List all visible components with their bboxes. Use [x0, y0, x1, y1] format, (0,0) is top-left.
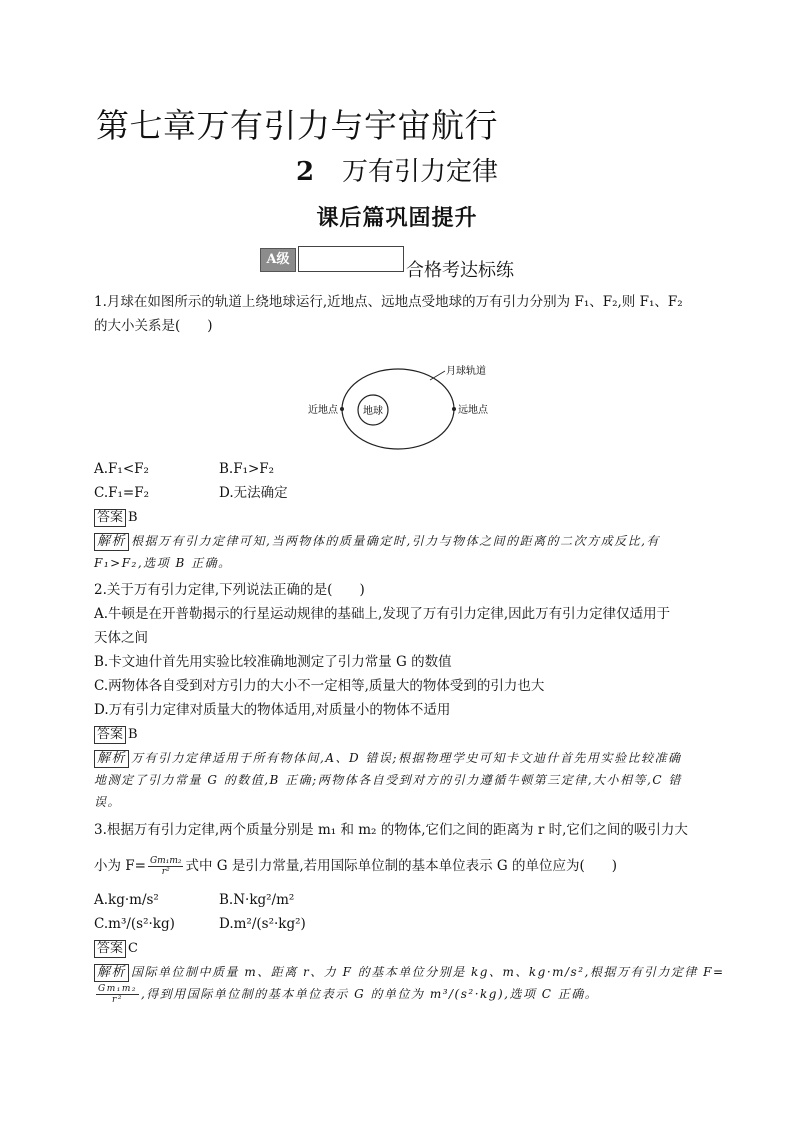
- q1-option-a: A.F₁<F₂: [94, 461, 149, 477]
- answer-tag: 答案: [94, 509, 126, 527]
- section-number: 2: [295, 157, 315, 187]
- q1-stem-line2: 的大小关系是( ): [94, 318, 213, 334]
- q2-answer-value: B: [128, 727, 138, 742]
- q2-answer: [94, 722, 696, 747]
- q1-option-b: B.F₁>F₂: [219, 461, 275, 477]
- level-badge: A级: [260, 248, 296, 272]
- level-blank-box: [298, 246, 404, 272]
- gravity-formula-fraction: $\frac{\text{Gm₁m₂}}{\text{r²}}$: [149, 856, 182, 877]
- gravity-formula-fraction: $\frac{\text{Gm₁m₂}}{\text{r²}}$: [98, 984, 137, 1005]
- earth-label: 地球: [363, 406, 383, 417]
- perigee-dot: [340, 407, 344, 411]
- orbit-label-leader: [430, 371, 445, 380]
- explanation-tag: 解析: [94, 750, 129, 768]
- chapter-title: 第七章万有引力与宇宙航行: [96, 106, 498, 145]
- q2-option-b: B.卡文迪什首先用实验比较准确地测定了引力常量 G 的数值: [94, 654, 452, 670]
- q3-explanation-line2: $\frac{\text{Gm₁m₂}}{\text{r²}}$ ,得到用国际单位制的基本单位表示 G 的单位为 m³/(s²·kg),选项 C 正确。: [98, 984, 599, 1005]
- question-1: [94, 290, 696, 338]
- q2-option-d: D.万有引力定律对质量大的物体适用,对质量小的物体不适用: [94, 702, 451, 718]
- answer-tag: 答案: [94, 726, 126, 744]
- explanation-tag: 解析: [94, 533, 129, 551]
- q2-option-a-line2: 天体之间: [94, 630, 148, 646]
- q1-option-c: C.F₁=F₂: [94, 485, 150, 501]
- explanation-tag: 解析: [94, 964, 129, 982]
- apogee-label: 远地点: [458, 405, 488, 416]
- q3-stem-line1: 3.根据万有引力定律,两个质量分别是 m₁ 和 m₂ 的物体,它们之间的距离为 r 时,它们之间的吸引力大: [94, 822, 688, 838]
- q1-stem-line1: 1.月球在如图所示的轨道上绕地球运行,近地点、远地点受地球的万有引力分别为 F₁、F₂,则 F₁、F₂: [94, 294, 683, 310]
- q3-option-b: B.N·kg²/m²: [219, 892, 295, 908]
- question-2: [94, 578, 696, 813]
- orbit-label: 月球轨道: [446, 366, 486, 377]
- level-text: 合格考达标练: [406, 260, 514, 281]
- q2-stem: 2.关于万有引力定律,下列说法正确的是( ): [94, 582, 365, 598]
- q3-option-c: C.m³/(s²·kg): [94, 916, 175, 932]
- q2-option-c: C.两物体各自受到对方引力的大小不一定相等,质量大的物体受到的引力也大: [94, 678, 545, 694]
- question-3: [94, 818, 725, 1005]
- moon-orbit-ellipse: [342, 369, 454, 449]
- q2-explanation-line3: 误。: [94, 795, 122, 809]
- section-title: [0, 151, 794, 188]
- answer-tag: 答案: [94, 940, 126, 958]
- section-name: 万有引力定律: [342, 157, 499, 187]
- q1-option-d: D.无法确定: [219, 485, 288, 501]
- q2-explanation-line2: 地测定了引力常量 G 的数值,B 正确;两物体各自受到对方的引力遵循牛顿第三定律,大小相等,C 错: [94, 773, 682, 787]
- q3-answer: [94, 936, 696, 961]
- q1-options: [94, 457, 696, 574]
- q3-stem-line2: 小为 F= $\frac{\text{Gm₁m₂}}{\text{r²}}$ 式中 G 是引力常量,若用国际单位制的基本单位表示 G 的单位应为( ): [94, 856, 618, 877]
- page-subtitle: 课后篇巩固提升: [316, 206, 478, 231]
- q1-answer: [94, 505, 696, 530]
- q1-explanation-line2: F₁>F₂,选项 B 正确。: [94, 556, 232, 570]
- apogee-dot: [452, 407, 456, 411]
- q2-explanation-line1: 解析 万有引力定律适用于所有物体间,A、D 错误;根据物理学史可知卡文迪什首先用实验比较准确: [94, 747, 696, 769]
- q3-option-a: A.kg·m/s²: [94, 892, 159, 908]
- orbit-figure: [300, 362, 500, 454]
- q2-option-a-line1: A.牛顿是在开普勒揭示的行星运动规律的基础上,发现了万有引力定律,因此万有引力定律仅适用于: [94, 606, 671, 622]
- q3-explanation-line1: 解析 国际单位制中质量 m、距离 r、力 F 的基本单位分别是 kg、m、kg·m/s²,根据万有引力定律 F=: [94, 961, 696, 983]
- perigee-label: 近地点: [308, 405, 338, 416]
- q1-answer-value: B: [128, 510, 138, 525]
- q3-answer-value: C: [128, 941, 138, 956]
- q1-explanation-line1: 解析 根据万有引力定律可知,当两物体的质量确定时,引力与物体之间的距离的二次方成反比,有: [94, 530, 696, 552]
- q3-option-d: D.m²/(s²·kg²): [219, 916, 306, 932]
